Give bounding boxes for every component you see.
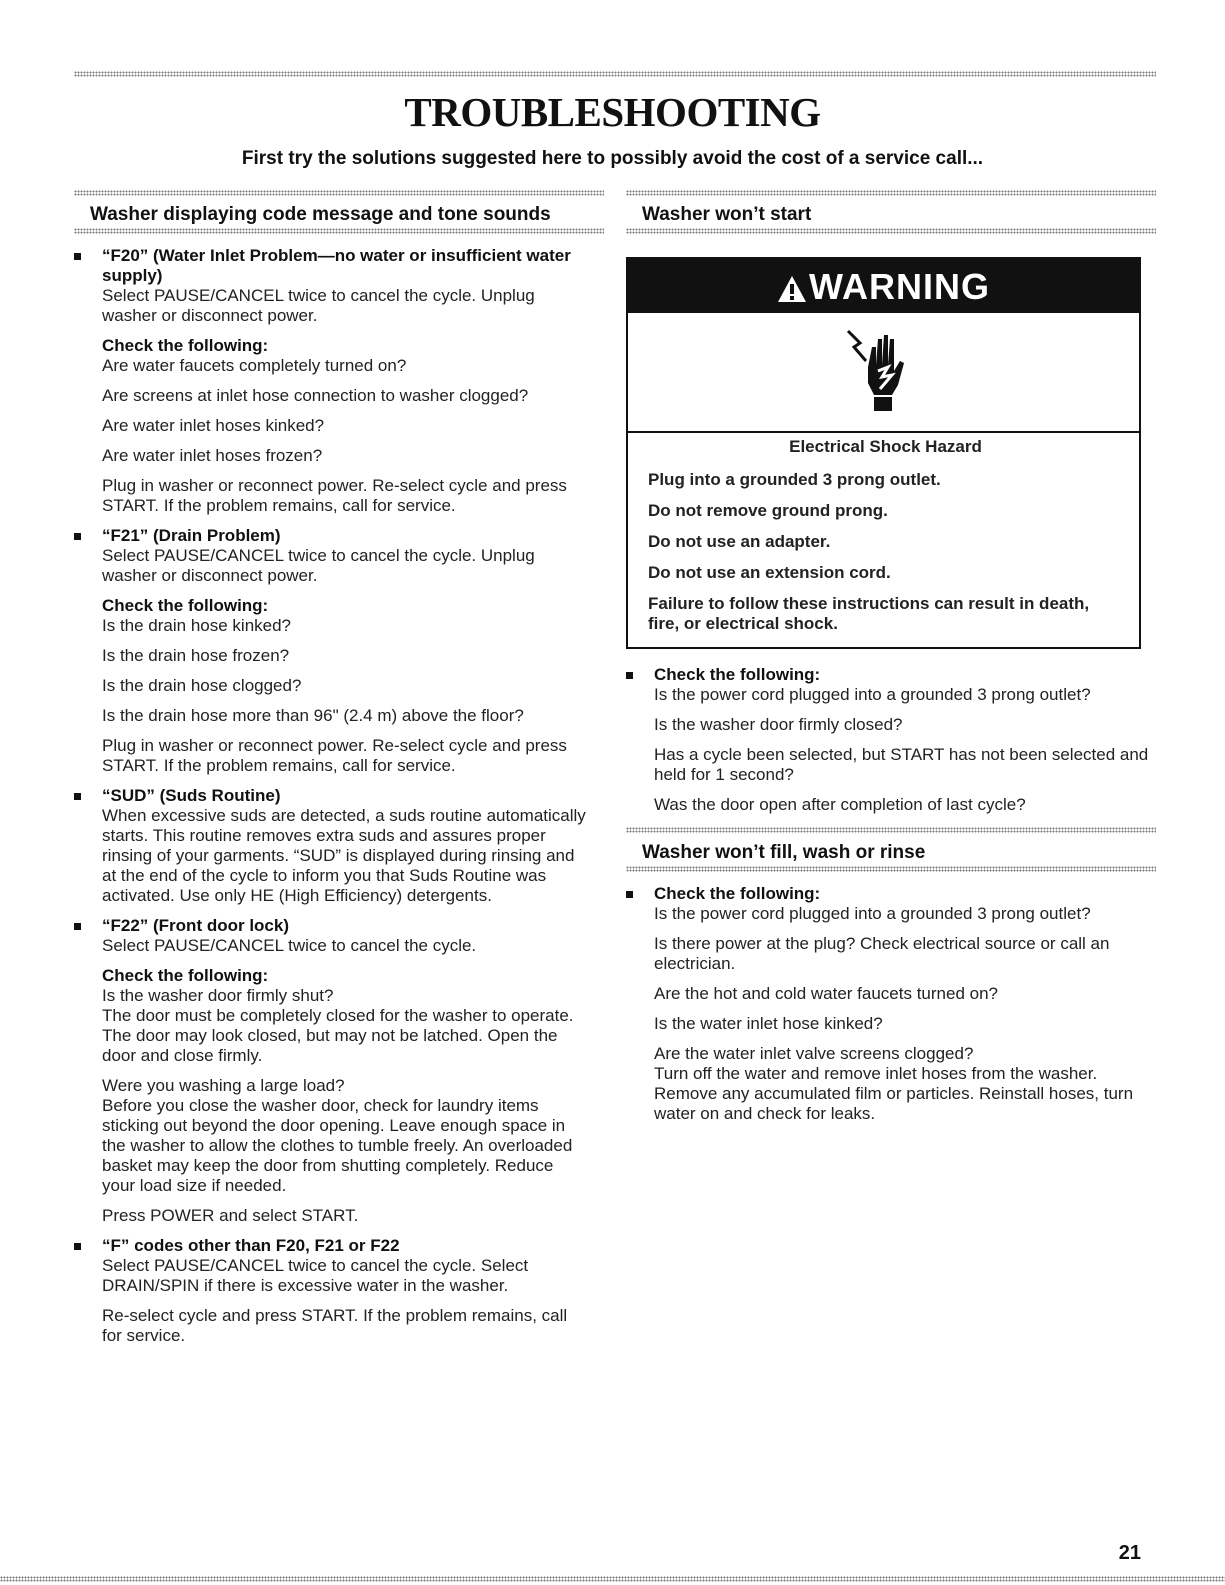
warning-text: [648, 437, 1123, 645]
check-line: Is the drain hose kinked?: [102, 616, 292, 635]
bullet-icon: [74, 1243, 81, 1250]
item-text: When excessive suds are detected, a suds routine automatically starts. This routine removes extra suds and assures proper rinsing of your garments. “SUD” is displayed during rinsing and at the end of the cycle to inform you that Suds Routine was activated. Use only HE (High Efficiency) detergents.: [102, 806, 586, 905]
check-line: Are water faucets completely turned on?: [102, 356, 407, 375]
code-item-sud: [70, 786, 590, 906]
check-line: Are the hot and cold water faucets turned on?: [654, 984, 999, 1003]
check-detail: Turn off the water and remove inlet hoses from the washer. Remove any accumulated film or particles. Reinstall hoses, turn water on and check for leaks.: [654, 1064, 1134, 1123]
bullet-icon: [74, 533, 81, 540]
item-title: “F21” (Drain Problem): [102, 526, 281, 545]
item-title: “F20” (Water Inlet Problem—no water or insufficient water supply): [102, 246, 571, 285]
page-title: TROUBLESHOOTING: [404, 89, 821, 135]
check-line: Was the door open after completion of last cycle?: [654, 795, 1026, 814]
electrical-shock-hand-icon: [844, 327, 924, 417]
code-item-f20: [70, 246, 590, 516]
warning-line: Do not use an adapter.: [648, 532, 831, 551]
check-line: Is the drain hose more than 96" (2.4 m) above the floor?: [102, 706, 524, 725]
warning-line: Do not use an extension cord.: [648, 563, 891, 582]
check-detail: The door must be completely closed for the washer to operate. The door may look closed, but may not be latched. Open the door and close firmly.: [102, 1006, 574, 1065]
right-section-heading-fill: Washer won’t fill, wash or rinse: [642, 842, 926, 863]
warning-box: [626, 257, 1141, 649]
check-label: Check the following:: [102, 596, 269, 615]
fill-check-list: [622, 884, 1152, 1134]
check-line: Has a cycle been selected, but START has not been selected and held for 1 second?: [654, 745, 1149, 784]
start-check-item: [622, 665, 1152, 815]
check-line: Is the drain hose clogged?: [102, 676, 302, 695]
warning-line: Plug into a grounded 3 prong outlet.: [648, 470, 941, 489]
left-column: [70, 246, 590, 1356]
warning-banner: [628, 259, 1139, 313]
check-line: Is the water inlet hose kinked?: [654, 1014, 883, 1033]
check-line: Are water inlet hoses frozen?: [102, 446, 323, 465]
start-check-list: [622, 665, 1152, 825]
left-heading-rule-bottom: [74, 228, 604, 234]
check-line: Are water inlet hoses kinked?: [102, 416, 325, 435]
check-line: Is the drain hose frozen?: [102, 646, 290, 665]
warning-line: Do not remove ground prong.: [648, 501, 888, 520]
fill-check-item: [622, 884, 1152, 1124]
check-line: Is there power at the plug? Check electrical source or call an electrician.: [654, 934, 1110, 973]
right-section-heading-start: Washer won’t start: [642, 204, 812, 225]
right-heading1-rule-top: [626, 190, 1156, 196]
check-line: Re-select cycle and press START. If the problem remains, call for service.: [102, 1306, 568, 1345]
right-heading2-rule-bottom: [626, 866, 1156, 872]
check-line: Is the power cord plugged into a grounded 3 prong outlet?: [654, 685, 1091, 704]
left-heading-rule-top: [74, 190, 604, 196]
code-item-f22: [70, 916, 590, 1226]
item-text: Select PAUSE/CANCEL twice to cancel the cycle. Select DRAIN/SPIN if there is excessive water in the washer.: [102, 1256, 529, 1295]
check-line: Plug in washer or reconnect power. Re-select cycle and press START. If the problem remains, call for service.: [102, 736, 567, 775]
right-heading1-rule-bottom: [626, 228, 1156, 234]
check-line: Are screens at inlet hose connection to washer clogged?: [102, 386, 529, 405]
bullet-icon: [74, 793, 81, 800]
warning-icon-area: [628, 313, 1139, 433]
page-number: 21: [1118, 1542, 1141, 1564]
check-label: Check the following:: [654, 884, 821, 903]
check-line: Press POWER and select START.: [102, 1206, 359, 1225]
code-item-other-f: [70, 1236, 590, 1346]
check-line: Are the water inlet valve screens clogged?: [654, 1044, 974, 1063]
warning-label: WARNING: [809, 266, 990, 307]
right-heading2-rule-top: [626, 827, 1156, 833]
item-text: Select PAUSE/CANCEL twice to cancel the cycle. Unplug washer or disconnect power.: [102, 286, 535, 325]
item-title: “SUD” (Suds Routine): [102, 786, 281, 805]
item-title: “F” codes other than F20, F21 or F22: [102, 1236, 400, 1255]
check-line: Is the power cord plugged into a grounded 3 prong outlet?: [654, 904, 1091, 923]
bullet-icon: [74, 253, 81, 260]
warning-line: Failure to follow these instructions can result in death, fire, or electrical shock.: [648, 594, 1090, 633]
left-section-heading: Washer displaying code message and tone sounds: [90, 204, 551, 225]
hazard-title: Electrical Shock Hazard: [789, 437, 982, 456]
item-text: Select PAUSE/CANCEL twice to cancel the cycle. Unplug washer or disconnect power.: [102, 546, 535, 585]
bullet-icon: [74, 923, 81, 930]
check-label: Check the following:: [102, 966, 269, 985]
check-detail: Before you close the washer door, check for laundry items sticking out beyond the door opening. Leave enough space in the washer to allow the clothes to tumble freely. An overloaded basket may keep the door from shutting completely. Reduce your load size if needed.: [102, 1096, 573, 1195]
page-subtitle: First try the solutions suggested here to possibly avoid the cost of a service call...: [241, 148, 984, 169]
check-line: Were you washing a large load?: [102, 1076, 345, 1095]
check-line: Is the washer door firmly closed?: [654, 715, 903, 734]
check-line: Is the washer door firmly shut?: [102, 986, 334, 1005]
warning-triangle-icon: [777, 275, 807, 303]
item-title: “F22” (Front door lock): [102, 916, 289, 935]
code-item-f21: [70, 526, 590, 776]
item-text: Select PAUSE/CANCEL twice to cancel the cycle.: [102, 936, 477, 955]
bullet-icon: [626, 672, 633, 679]
top-rule: [74, 71, 1156, 77]
check-line: Plug in washer or reconnect power. Re-select cycle and press START. If the problem remains, call for service.: [102, 476, 567, 515]
check-label: Check the following:: [654, 665, 821, 684]
bullet-icon: [626, 891, 633, 898]
bottom-rule: [0, 1576, 1225, 1582]
check-label: Check the following:: [102, 336, 269, 355]
